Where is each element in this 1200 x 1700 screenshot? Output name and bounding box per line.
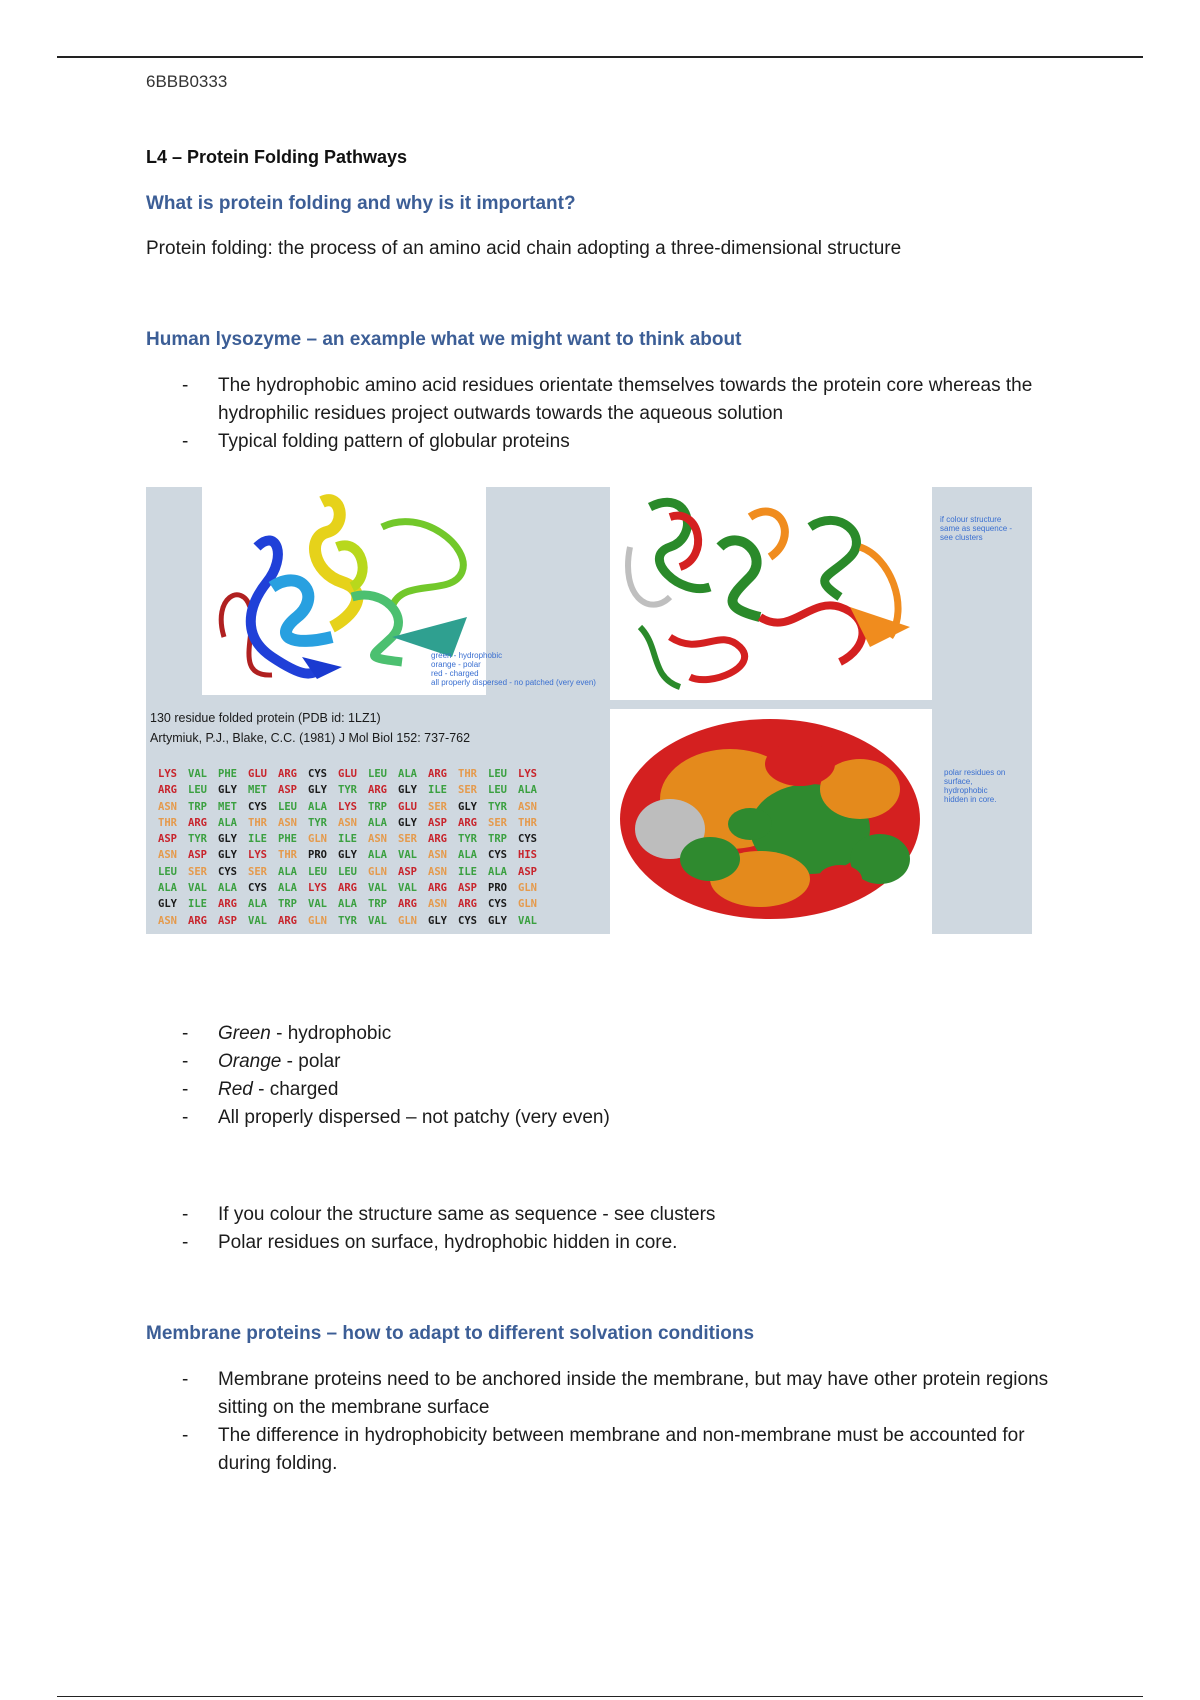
residue-label: ALA — [398, 768, 417, 780]
residue-label: TYR — [308, 816, 327, 829]
residue-label: GLU — [248, 768, 267, 780]
residue-label: ALA — [338, 898, 357, 911]
residue-label: SER — [458, 784, 477, 797]
residue-label: SER — [428, 800, 447, 813]
residue-label: ALA — [368, 849, 387, 862]
residue-label: ALA — [218, 882, 237, 895]
residue-label: GLY — [398, 784, 417, 797]
list-item: - The hydrophobic amino acid residues orientate themselves towards the protein core whereas the hydrophilic residues project outwards towards the aqueous solution — [182, 375, 1033, 424]
residue-label: ARG — [338, 882, 357, 895]
section-heading-what-is-folding: What is protein folding and why is it important? — [146, 193, 576, 214]
residue-label: VAL — [398, 882, 417, 895]
sequence-row — [158, 815, 548, 831]
course-code: 6BBB0333 — [146, 72, 228, 91]
protein-caption: 130 residue folded protein (PDB id: 1LZ1) — [150, 711, 381, 725]
residue-label: TYR — [188, 833, 207, 846]
residue-label: ASP — [278, 784, 297, 797]
residue-label: THR — [518, 816, 537, 829]
residue-label: THR — [158, 816, 177, 829]
residue-label: CYS — [488, 849, 507, 862]
residue-label: TYR — [338, 784, 357, 797]
residue-label: ARG — [458, 898, 477, 911]
residue-label: GLY — [488, 914, 507, 927]
residue-label: VAL — [368, 914, 387, 927]
surface-model-image — [610, 709, 932, 934]
list-item: - Typical folding pattern of globular proteins — [182, 431, 570, 452]
residue-label: ASN — [158, 800, 177, 813]
residue-label: ARG — [458, 816, 477, 829]
residue-label: LYS — [248, 849, 267, 862]
list-item: - Green - hydrophobic — [182, 1023, 392, 1044]
section-heading-lysozyme: Human lysozyme – an example what we might want to think about — [146, 329, 742, 350]
residue-label: ALA — [158, 882, 177, 895]
residue-label: ASP — [158, 833, 177, 846]
residue-label: ARG — [368, 784, 387, 797]
residue-label: TRP — [488, 833, 507, 846]
residue-label: LYS — [338, 800, 357, 813]
residue-label: LEU — [158, 865, 177, 878]
residue-label: GLY — [398, 816, 417, 829]
residue-label: ARG — [188, 816, 207, 829]
residue-label: ASN — [368, 833, 387, 846]
amino-acid-sequence — [158, 766, 548, 929]
residue-label: VAL — [308, 898, 327, 911]
residue-label: TYR — [458, 833, 477, 846]
residue-label: ILE — [248, 833, 267, 846]
residue-label: ALA — [518, 784, 537, 797]
residue-label: TRP — [278, 898, 297, 911]
definition-text: Protein folding: the process of an amino acid chain adopting a three-dimensional structure — [146, 238, 902, 259]
residue-label: ARG — [188, 914, 207, 927]
residue-label: GLY — [308, 784, 327, 797]
page-title: L4 – Protein Folding Pathways — [146, 147, 408, 167]
residue-label: CYS — [518, 833, 537, 846]
residue-label: ASN — [428, 898, 447, 911]
residue-label: GLN — [518, 882, 537, 895]
list-item: - Orange - polar — [182, 1051, 341, 1072]
residue-label: GLY — [158, 898, 177, 911]
sequence-row — [158, 766, 548, 782]
residue-label: GLN — [368, 865, 387, 878]
residue-label: ALA — [218, 816, 237, 829]
list-item: - If you colour the structure same as sequence - see clusters — [182, 1204, 716, 1225]
residue-label: ALA — [368, 816, 387, 829]
residue-label: LEU — [188, 784, 207, 797]
residue-label: LEU — [488, 768, 507, 780]
residue-label: CYS — [218, 865, 237, 878]
citation-caption: Artymiuk, P.J., Blake, C.C. (1981) J Mol Biol 152: 737-762 — [150, 731, 471, 745]
residue-label: ARG — [398, 898, 417, 911]
residue-label: ARG — [218, 898, 237, 911]
residue-label: SER — [488, 816, 507, 829]
residue-label: LYS — [308, 882, 327, 895]
sequence-row — [158, 831, 548, 847]
residue-label: SER — [248, 865, 267, 878]
residue-label: PRO — [488, 882, 507, 895]
residue-label: ARG — [278, 768, 297, 780]
residue-label: TYR — [338, 914, 357, 927]
residue-label: LEU — [338, 865, 357, 878]
residue-label: ASN — [158, 914, 177, 927]
residue-label: ASN — [428, 849, 447, 862]
residue-label: CYS — [248, 800, 267, 813]
section-heading-membrane: Membrane proteins – how to adapt to different solvation conditions — [146, 1323, 755, 1344]
sequence-row — [158, 799, 548, 815]
residue-label: ASN — [278, 816, 297, 829]
list-item: - All properly dispersed – not patchy (very even) — [182, 1107, 610, 1128]
residue-label: GLY — [218, 849, 237, 862]
residue-label: TRP — [368, 800, 387, 813]
residue-label: VAL — [188, 768, 207, 780]
sequence-row — [158, 864, 548, 880]
residue-label: ASN — [518, 800, 537, 813]
residue-label: GLY — [458, 800, 477, 813]
lysozyme-bullet-list — [146, 372, 1066, 456]
sequence-row — [158, 880, 548, 896]
bottom-rule — [57, 1696, 1143, 1697]
residue-label: ARG — [158, 784, 177, 797]
color-legend-bullet-list — [146, 1020, 1066, 1132]
residue-label: GLU — [338, 768, 357, 780]
top-rule — [57, 56, 1143, 58]
residue-label: ILE — [188, 898, 207, 911]
residue-label: VAL — [518, 914, 537, 927]
residue-label: ASN — [158, 849, 177, 862]
residue-label: ASP — [458, 882, 477, 895]
residue-label: GLY — [218, 833, 237, 846]
residue-label: ALA — [308, 800, 327, 813]
residue-label: PRO — [308, 849, 327, 862]
residue-label: ASP — [428, 816, 447, 829]
residue-label: ILE — [458, 865, 477, 878]
sequence-row — [158, 782, 548, 798]
residue-label: CYS — [488, 898, 507, 911]
residue-label: ILE — [338, 833, 357, 846]
residue-label: LEU — [488, 784, 507, 797]
list-item: - Membrane proteins need to be anchored inside the membrane, but may have other protein regions sitting on the membrane surface — [182, 1369, 1049, 1418]
ribbon-residue-drawing — [610, 487, 932, 700]
residue-label: ARG — [428, 882, 447, 895]
residue-label: GLY — [218, 784, 237, 797]
lysozyme-figure — [146, 487, 1032, 934]
residue-label: ARG — [278, 914, 297, 927]
list-item: - Polar residues on surface, hydrophobic hidden in core. — [182, 1232, 678, 1253]
residue-label: LEU — [368, 768, 387, 780]
residue-label: CYS — [248, 882, 267, 895]
residue-label: LYS — [158, 768, 177, 780]
residue-label: SER — [398, 833, 417, 846]
residue-label: ASP — [188, 849, 207, 862]
residue-label: THR — [278, 849, 297, 862]
residue-label: TRP — [368, 898, 387, 911]
residue-label: ALA — [278, 882, 297, 895]
cluster-bullet-list — [146, 1201, 1066, 1257]
residue-label: GLN — [308, 914, 327, 927]
ribbon-residue-colored-image — [610, 487, 932, 700]
residue-label: ALA — [278, 865, 297, 878]
residue-label: PHE — [218, 768, 237, 780]
residue-label: ALA — [488, 865, 507, 878]
sequence-row — [158, 896, 548, 912]
residue-label: THR — [458, 768, 477, 780]
residue-label: ASP — [218, 914, 237, 927]
residue-label: GLN — [398, 914, 417, 927]
residue-label: GLN — [308, 833, 327, 846]
residue-label: GLY — [338, 849, 357, 862]
residue-label: ARG — [428, 833, 447, 846]
residue-label: PHE — [278, 833, 297, 846]
residue-label: ALA — [458, 849, 477, 862]
list-item: - Red - charged — [182, 1079, 339, 1100]
residue-label: VAL — [188, 882, 207, 895]
residue-label: THR — [248, 816, 267, 829]
sequence-row — [158, 847, 548, 863]
residue-label: ASN — [338, 816, 357, 829]
residue-label: ASP — [398, 865, 417, 878]
residue-label: ALA — [248, 898, 267, 911]
residue-label: VAL — [368, 882, 387, 895]
residue-label: ASN — [428, 865, 447, 878]
residue-label: HIS — [518, 849, 537, 862]
residue-label: GLU — [398, 800, 417, 813]
residue-label: LEU — [308, 865, 327, 878]
residue-label: CYS — [458, 914, 477, 927]
residue-label: SER — [188, 865, 207, 878]
residue-label: TYR — [488, 800, 507, 813]
residue-label: TRP — [188, 800, 207, 813]
residue-label: GLN — [518, 898, 537, 911]
residue-label: CYS — [308, 768, 327, 780]
structure-cluster-note: if colour structure same as sequence - see clusters — [940, 515, 1013, 542]
residue-label: MET — [248, 784, 267, 797]
ribbon-color-caption: green - hydrophobic orange - polar red - charged all properly dispersed - no patched (very even) — [431, 651, 596, 687]
residue-label: ARG — [428, 768, 447, 780]
surface-polar-note: polar residues on surface, hydrophobic hidden in core. — [944, 768, 1006, 804]
residue-label: MET — [218, 800, 237, 813]
surface-model-drawing — [610, 709, 932, 934]
membrane-bullet-list — [146, 1366, 1066, 1478]
residue-label: LYS — [518, 768, 537, 780]
residue-label: LEU — [278, 800, 297, 813]
residue-label: GLY — [428, 914, 447, 927]
sequence-row — [158, 913, 548, 929]
residue-label: VAL — [248, 914, 267, 927]
residue-label: ASP — [518, 865, 537, 878]
residue-label: VAL — [398, 849, 417, 862]
residue-label: ILE — [428, 784, 447, 797]
list-item: - The difference in hydrophobicity between membrane and non-membrane must be accounted for during folding. — [182, 1425, 1025, 1474]
